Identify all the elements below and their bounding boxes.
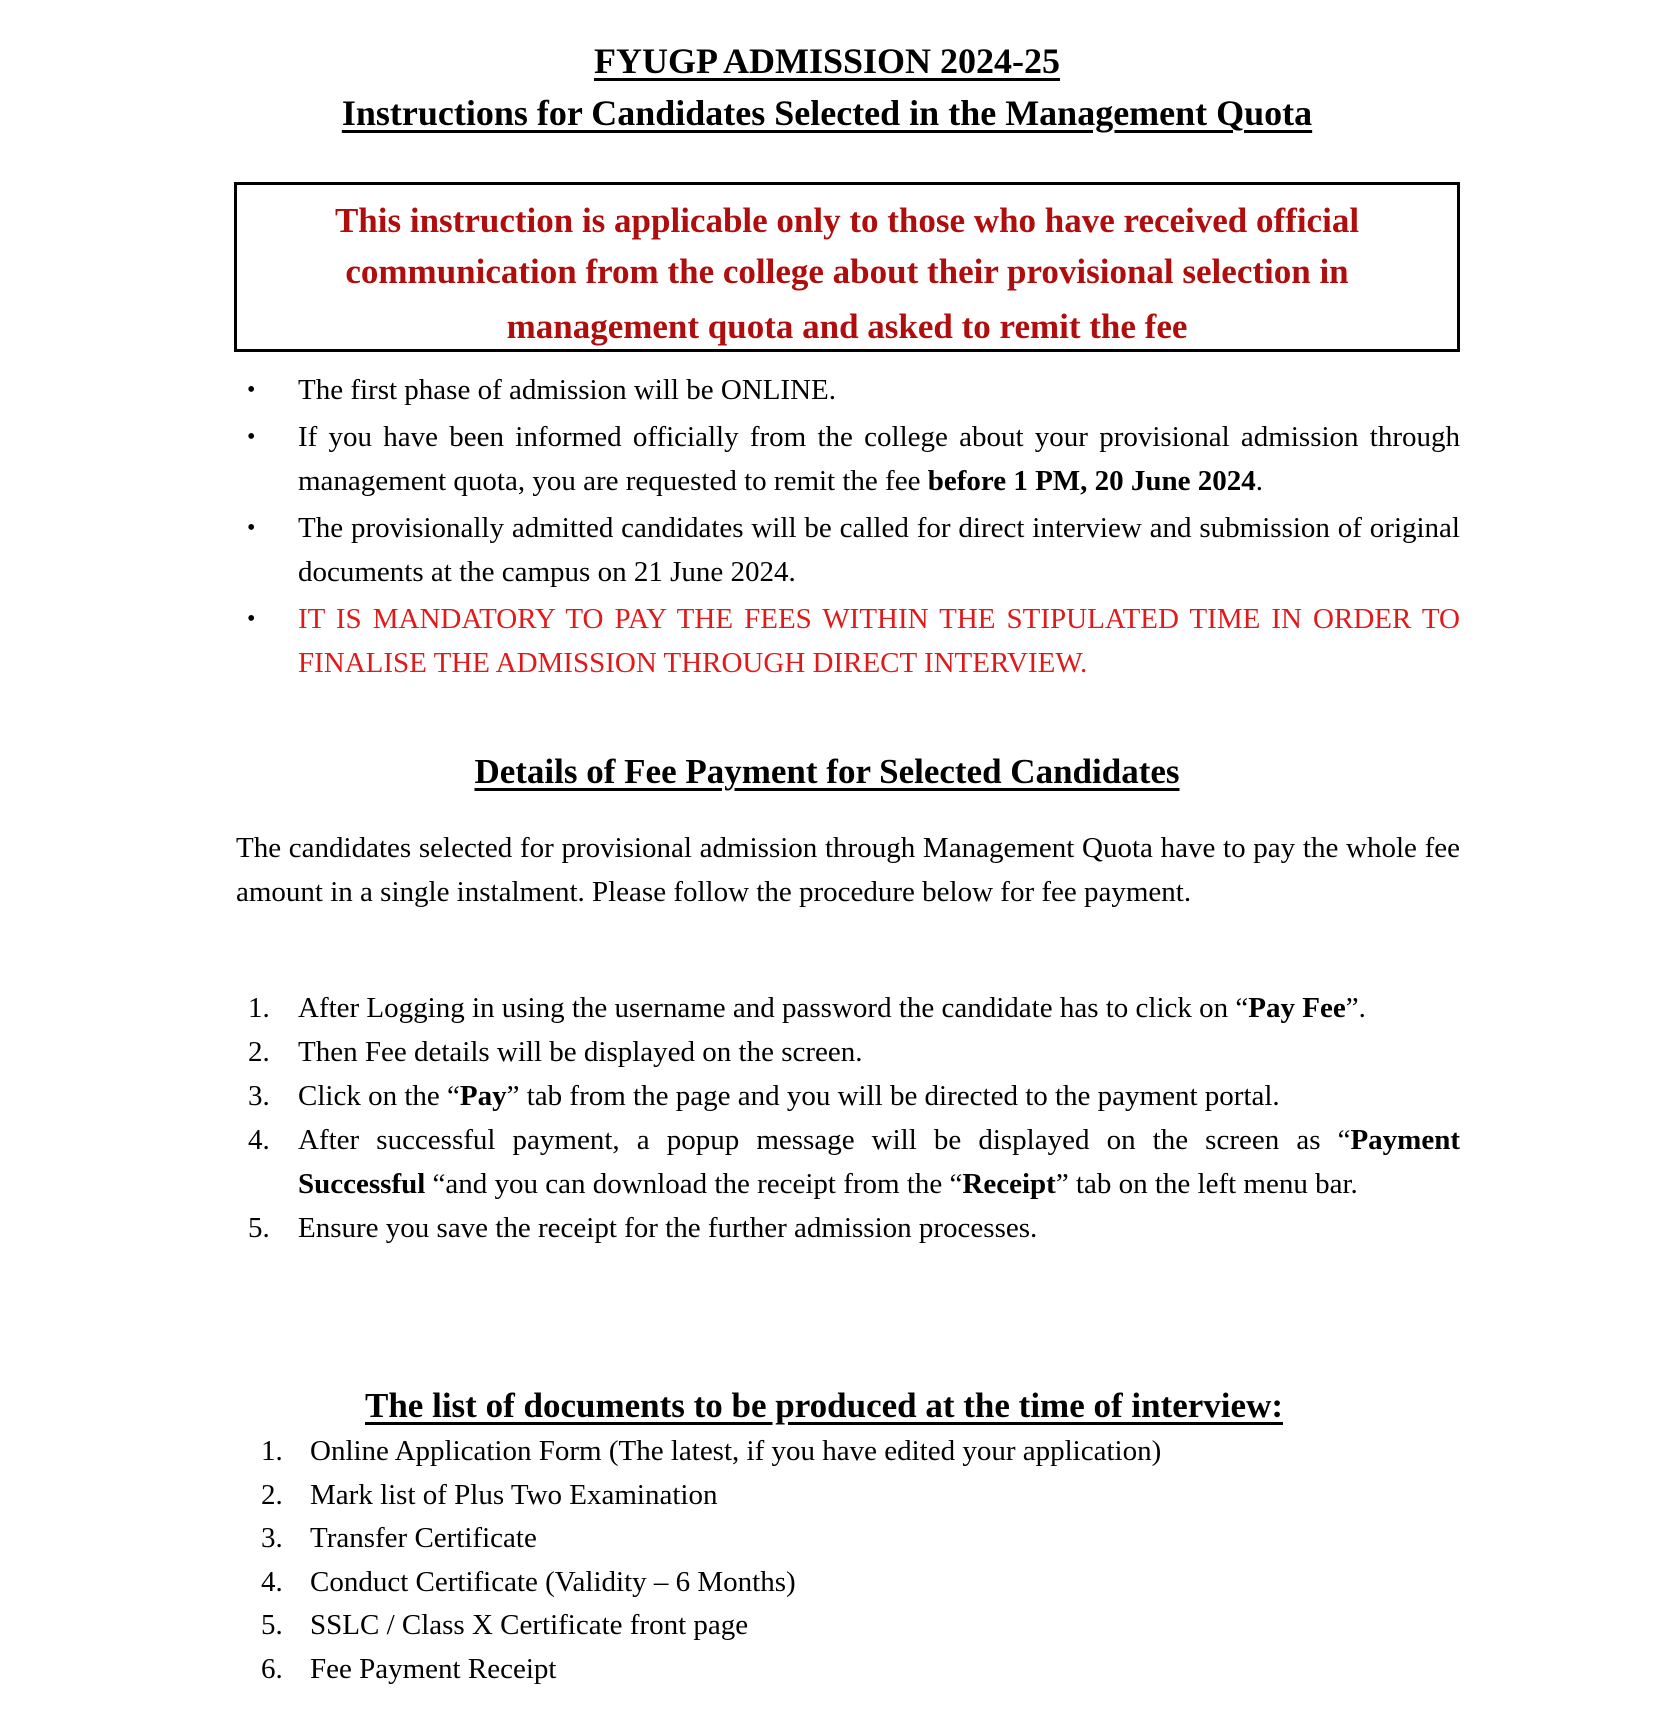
doc-number: 6. [261, 1652, 283, 1685]
fee-steps [245, 986, 1460, 1250]
bullet-text-end: . [1255, 465, 1264, 497]
fee-intro: The candidates selected for provisional admission through Management Quota have to pay the whole fee amount in a single instalment. Please follow the procedure below for fee payment. [236, 832, 1460, 908]
doc-number: 1. [261, 1435, 283, 1467]
bullet-icon: • [247, 515, 256, 541]
step-item [245, 1118, 1460, 1206]
doc-text: Transfer Certificate [310, 1522, 537, 1554]
doc-text: Conduct Certificate (Validity – 6 Months) [310, 1565, 796, 1598]
bullet-text: The provisionally admitted candidates will be called for direct interview and submission of original documents at the campus on 21 June 2024. [298, 512, 1460, 588]
document-item [258, 1474, 1258, 1518]
step-item [245, 986, 1460, 1030]
documents-section-heading: The list of documents to be produced at the time of interview: [365, 1386, 1283, 1425]
document-item [258, 1648, 1258, 1692]
step-item [245, 1074, 1460, 1118]
notice-line-2: communication from the college about their provisional selection in [345, 252, 1349, 291]
doc-text: Mark list of Plus Two Examination [310, 1478, 718, 1511]
document-item [258, 1430, 1258, 1474]
step-text: “and you can download the receipt from the “ [425, 1168, 963, 1200]
step-number: 2. [248, 1036, 270, 1068]
step-text: ” tab on the left menu bar. [1055, 1168, 1358, 1200]
step-text: Click on the “ [298, 1080, 460, 1112]
step-item [245, 1206, 1460, 1250]
notice-line-3: management quota and asked to remit the fee [506, 307, 1188, 346]
fee-deadline: before 1 PM, 20 June 2024 [927, 465, 1256, 497]
notice-line-1: This instruction is applicable only to those who have received official [334, 201, 1360, 240]
instruction-bullets [245, 368, 1460, 688]
doc-number: 4. [261, 1565, 283, 1598]
step-number: 5. [248, 1212, 270, 1244]
step-text: ” tab from the page and you will be directed to the payment portal. [506, 1080, 1280, 1112]
notice-text [237, 195, 1457, 352]
notice-box [234, 182, 1460, 352]
bullet-item [245, 368, 1460, 412]
doc-text: Fee Payment Receipt [310, 1652, 557, 1685]
documents-list [258, 1430, 1258, 1691]
step-text: ”. [1345, 992, 1366, 1024]
document-item [258, 1561, 1258, 1605]
document-item [258, 1604, 1258, 1648]
doc-number: 2. [261, 1478, 283, 1511]
doc-text: SSLC / Class X Certificate front page [310, 1609, 749, 1641]
receipt-tab-label: Receipt [962, 1168, 1056, 1200]
fee-section-heading: Details of Fee Payment for Selected Candidates [474, 752, 1180, 791]
step-text: Ensure you save the receipt for the further admission processes. [298, 1212, 1038, 1244]
step-number: 4. [248, 1124, 270, 1156]
step-text: Then Fee details will be displayed on the screen. [298, 1036, 863, 1068]
bullet-text: If you have been informed officially from the college about your provisional admission through management quota, you are requested to remit the fee [298, 421, 1460, 497]
mandatory-warning: IT IS MANDATORY TO PAY THE FEES WITHIN THE STIPULATED TIME IN ORDER TO FINALISE THE ADMISSION THROUGH DIRECT INTERVIEW. [298, 603, 1460, 679]
pay-fee-label: Pay Fee [1248, 992, 1346, 1024]
bullet-item-mandatory [245, 597, 1460, 685]
step-number: 1. [248, 992, 270, 1024]
bullet-icon: • [247, 424, 256, 450]
bullet-icon: • [247, 377, 256, 403]
step-text: After successful payment, a popup message will be displayed on the screen as “ [298, 1124, 1351, 1156]
step-text: After Logging in using the username and password the candidate has to click on “ [298, 992, 1249, 1024]
bullet-text: The first phase of admission will be ONLINE. [298, 374, 837, 406]
doc-number: 3. [261, 1522, 283, 1554]
bullet-icon: • [247, 606, 256, 632]
page-title: FYUGP ADMISSION 2024-25 [593, 41, 1061, 81]
step-number: 3. [248, 1080, 270, 1112]
page-subtitle: Instructions for Candidates Selected in the Management Quota [341, 93, 1313, 133]
doc-number: 5. [261, 1609, 283, 1641]
step-item [245, 1030, 1460, 1074]
document-item [258, 1517, 1258, 1561]
bullet-item [245, 415, 1460, 503]
bullet-item [245, 506, 1460, 594]
doc-text: Online Application Form (The latest, if you have edited your application) [310, 1435, 1162, 1467]
pay-tab-label: Pay [459, 1080, 507, 1112]
payment-successful-label: Payment Successful [298, 1124, 1460, 1200]
